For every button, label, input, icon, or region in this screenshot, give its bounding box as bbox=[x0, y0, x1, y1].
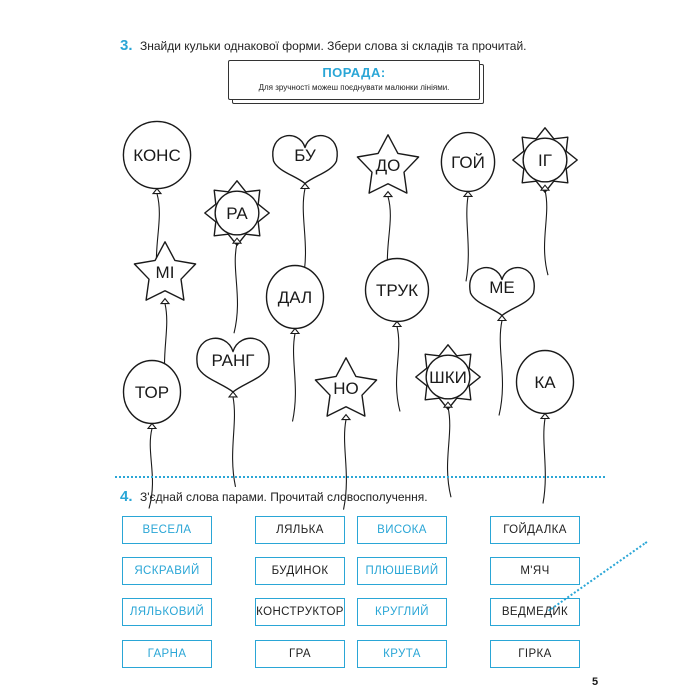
balloon-knot bbox=[393, 322, 401, 327]
balloon-knot bbox=[384, 192, 392, 197]
balloon-oval[interactable] bbox=[441, 133, 494, 282]
task-4-instruction: З'єднай слова парами. Прочитай словосполучення. bbox=[140, 490, 428, 504]
word-box[interactable]: КОНСТРУКТОР bbox=[255, 598, 345, 626]
balloon-string bbox=[543, 419, 545, 504]
word-box[interactable]: ГІРКА bbox=[490, 640, 580, 668]
balloon-label: ГОЙ bbox=[451, 153, 485, 172]
balloon-string bbox=[448, 407, 451, 497]
balloon-label: БУ bbox=[294, 146, 316, 165]
balloon-string bbox=[499, 321, 502, 416]
word-box[interactable]: ГОЙДАЛКА bbox=[490, 516, 580, 544]
task-3-instruction: Знайди кульки однакової форми. Збери слова зі складів та прочитай. bbox=[140, 39, 527, 53]
balloon-knot bbox=[301, 184, 309, 189]
balloon-label: ТОР bbox=[134, 383, 170, 402]
balloon-knot bbox=[161, 299, 169, 304]
balloon-star[interactable] bbox=[315, 358, 376, 510]
balloon-knot bbox=[541, 414, 549, 419]
word-box[interactable]: ЛЯЛЬКА bbox=[255, 516, 345, 544]
balloon-oval[interactable] bbox=[124, 361, 181, 509]
balloon-label: ДО bbox=[375, 156, 401, 175]
balloon-sun[interactable] bbox=[416, 345, 480, 497]
balloon-oval[interactable] bbox=[517, 351, 574, 504]
balloon-string bbox=[233, 397, 236, 487]
balloon-label: ШКИ bbox=[429, 368, 467, 387]
balloon-label: НО bbox=[333, 379, 359, 398]
balloon-label: МІ bbox=[155, 263, 175, 282]
balloon-heart[interactable] bbox=[197, 338, 269, 487]
tip-text: Для зручності можеш поєднувати малюнки лініями. bbox=[258, 83, 450, 92]
balloon-label: РА bbox=[226, 204, 248, 223]
task-4-number: 4. bbox=[120, 488, 133, 505]
word-box[interactable]: ГАРНА bbox=[122, 640, 212, 668]
task-3-number: 3. bbox=[120, 37, 133, 54]
balloon-string bbox=[293, 334, 296, 422]
balloon-label: ДАЛ bbox=[277, 288, 313, 307]
page-number: 5 bbox=[592, 676, 599, 688]
balloon-string bbox=[466, 196, 468, 281]
balloon-oval[interactable] bbox=[366, 259, 429, 412]
balloon-string bbox=[397, 327, 400, 412]
balloon-sun[interactable] bbox=[205, 181, 269, 333]
balloon-knot bbox=[291, 329, 299, 334]
balloon-knot bbox=[498, 316, 506, 321]
word-box[interactable]: ГРА bbox=[255, 640, 345, 668]
word-box[interactable]: КРУТА bbox=[357, 640, 447, 668]
balloon-knot bbox=[153, 189, 161, 194]
balloon-label: МЕ bbox=[489, 278, 515, 297]
word-box[interactable]: ВЕСЕЛА bbox=[122, 516, 212, 544]
word-box[interactable]: БУДИНОК bbox=[255, 557, 345, 585]
word-box[interactable]: ВЕДМЕДИК bbox=[490, 598, 580, 626]
section-divider bbox=[115, 476, 605, 478]
tip-title: ПОРАДА: bbox=[322, 65, 386, 80]
balloon-knot bbox=[342, 415, 350, 420]
word-box[interactable]: ВИСОКА bbox=[357, 516, 447, 544]
word-box[interactable]: КРУГЛИЙ bbox=[357, 598, 447, 626]
balloon-knot bbox=[229, 392, 237, 397]
word-box[interactable]: ЛЯЛЬКОВИЙ bbox=[122, 598, 212, 626]
balloon-oval[interactable] bbox=[267, 266, 324, 422]
balloon-heart[interactable] bbox=[273, 136, 338, 284]
balloon-label: ТРУК bbox=[375, 281, 419, 300]
balloon-label: РАНГ bbox=[211, 351, 255, 370]
balloon-label: КА bbox=[534, 373, 556, 392]
word-box[interactable]: ЯСКРАВИЙ bbox=[122, 557, 212, 585]
balloon-sun[interactable] bbox=[513, 128, 577, 275]
word-box[interactable]: М'ЯЧ bbox=[490, 557, 580, 585]
balloon-string bbox=[234, 243, 237, 333]
balloon-label: ІГ bbox=[538, 151, 552, 170]
balloon-label: КОНС bbox=[133, 146, 181, 165]
balloon-knot bbox=[148, 424, 156, 429]
word-box[interactable]: ПЛЮШЕВИЙ bbox=[357, 557, 447, 585]
balloon-knot bbox=[464, 191, 472, 196]
balloon-string bbox=[545, 190, 548, 275]
